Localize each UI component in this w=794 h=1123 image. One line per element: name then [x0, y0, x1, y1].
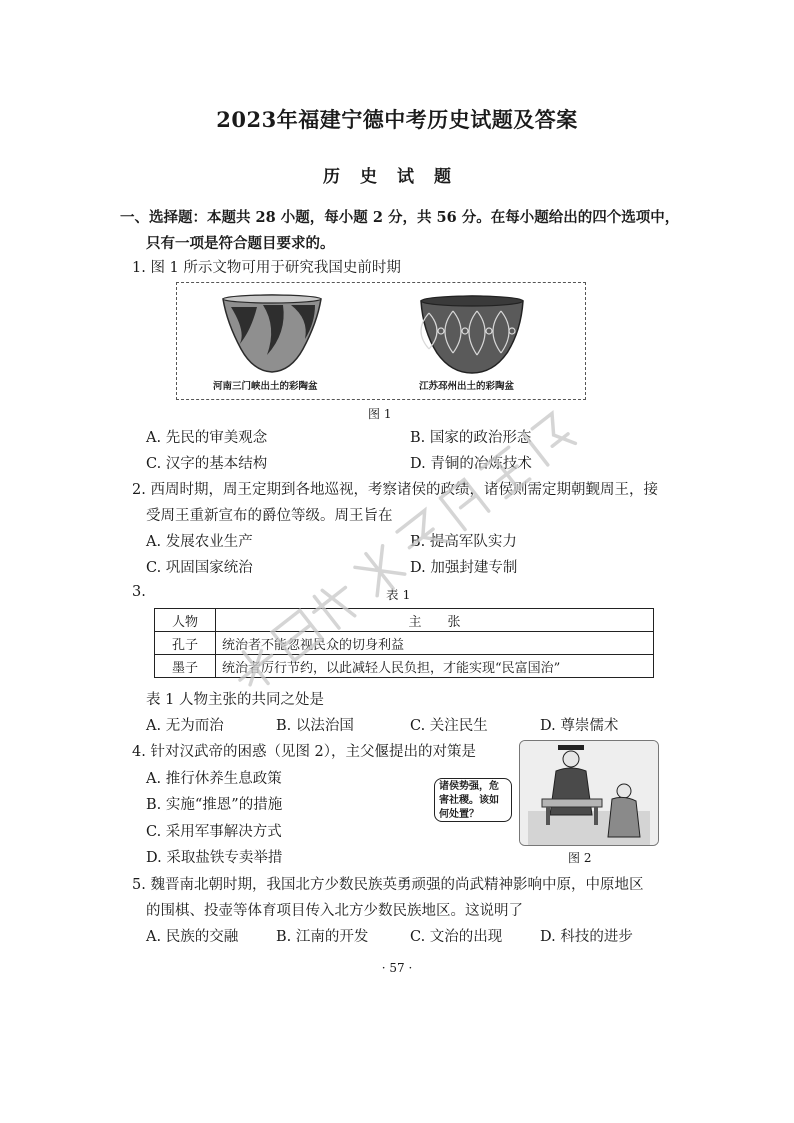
table-cell: 统治者不能忽视民众的切身利益 — [216, 632, 654, 655]
emperor-cartoon-image — [520, 741, 658, 845]
section-instructions-line2: 只有一项是符合题目要求的。 — [146, 235, 335, 252]
q1-option-d: D. 青铜的冶炼技术 — [410, 456, 532, 472]
table-row — [155, 632, 654, 655]
q5-stem-line1: 5. 魏晋南北朝时期，我国北方少数民族英勇顽强的尚武精神影响中原，中原地区 — [132, 877, 644, 893]
q3-option-d: D. 尊崇儒术 — [540, 718, 619, 734]
q4-stem: 4. 针对汉武帝的困惑（见图 2），主父偃提出的对策是 — [132, 744, 477, 760]
q2-option-b: B. 提高军队实力 — [410, 534, 517, 550]
page-title: 2023年福建宁德中考历史试题及答案 — [216, 107, 578, 132]
q3-stem: 表 1 人物主张的共同之处是 — [146, 692, 324, 708]
q5-option-a: A. 民族的交融 — [146, 929, 239, 945]
figure-1 — [176, 282, 586, 400]
q2-stem-line2: 受周王重新宣布的爵位等级。周王旨在 — [146, 508, 393, 524]
q3-option-a: A. 无为而治 — [146, 718, 224, 734]
table-cell: 统治者厉行节约，以此减轻人民负担，才能实现“民富国治” — [216, 655, 654, 678]
figure-1-caption-left: 河南三门峡出土的彩陶盆 — [213, 381, 318, 392]
q5-stem-line2: 的围棋、投壶等体育项目传入北方少数民族地区。这说明了 — [146, 903, 523, 919]
q3-option-c: C. 关注民生 — [410, 718, 488, 734]
q2-stem-line1: 2. 西周时期，周王定期到各地巡视，考察诸侯的政绩，诸侯则需定期朝觐周王，接 — [132, 482, 658, 498]
q1-option-b: B. 国家的政治形态 — [410, 430, 532, 446]
q1-stem: 1. 图 1 所示文物可用于研究我国史前时期 — [132, 260, 401, 276]
q4-option-d: D. 采取盐铁专卖举措 — [146, 850, 283, 866]
figure-2-label: 图 2 — [568, 851, 592, 865]
q4-option-b: B. 实施“推恩”的措施 — [146, 797, 283, 813]
table-1-title: 表 1 — [386, 587, 411, 602]
q4-option-c: C. 采用军事解决方式 — [146, 824, 282, 840]
table-cell: 孔子 — [155, 632, 216, 655]
q5-option-b: B. 江南的开发 — [276, 929, 369, 945]
table-1 — [154, 608, 654, 678]
figure-1-label: 图 1 — [368, 407, 392, 421]
q2-option-c: C. 巩固国家统治 — [146, 560, 253, 576]
page-number: · 57 · — [381, 961, 413, 975]
q3-option-b: B. 以法治国 — [276, 718, 354, 734]
q3-number: 3. — [132, 584, 146, 600]
section-subtitle: 历史试题 — [323, 167, 471, 187]
q5-option-c: C. 文治的出现 — [410, 929, 503, 945]
q1-option-a: A. 先民的审美观念 — [146, 430, 268, 446]
speech-bubble: 诸侯势强，危害社稷。该如何处置？ — [434, 778, 512, 822]
table-header-cell: 主 张 — [216, 609, 654, 632]
q1-option-c: C. 汉字的基本结构 — [146, 456, 268, 472]
table-row — [155, 655, 654, 678]
table-header-cell: 人物 — [155, 609, 216, 632]
painted-pottery-basin-left-image — [217, 293, 327, 375]
figure-2-cartoon — [519, 740, 659, 846]
q2-option-a: A. 发展农业生产 — [146, 534, 253, 550]
q4-option-a: A. 推行休养生息政策 — [146, 771, 282, 787]
table-row — [155, 609, 654, 632]
figure-1-caption-right: 江苏邳州出土的彩陶盆 — [419, 381, 515, 392]
section-instructions-line1: 一、选择题：本题共 28 小题，每小题 2 分，共 56 分。在每小题给出的四个选项中， — [120, 209, 680, 226]
q5-option-d: D. 科技的进步 — [540, 929, 633, 945]
painted-pottery-basin-right-image — [417, 293, 527, 375]
table-cell: 墨子 — [155, 655, 216, 678]
q2-option-d: D. 加强封建专制 — [410, 560, 518, 576]
